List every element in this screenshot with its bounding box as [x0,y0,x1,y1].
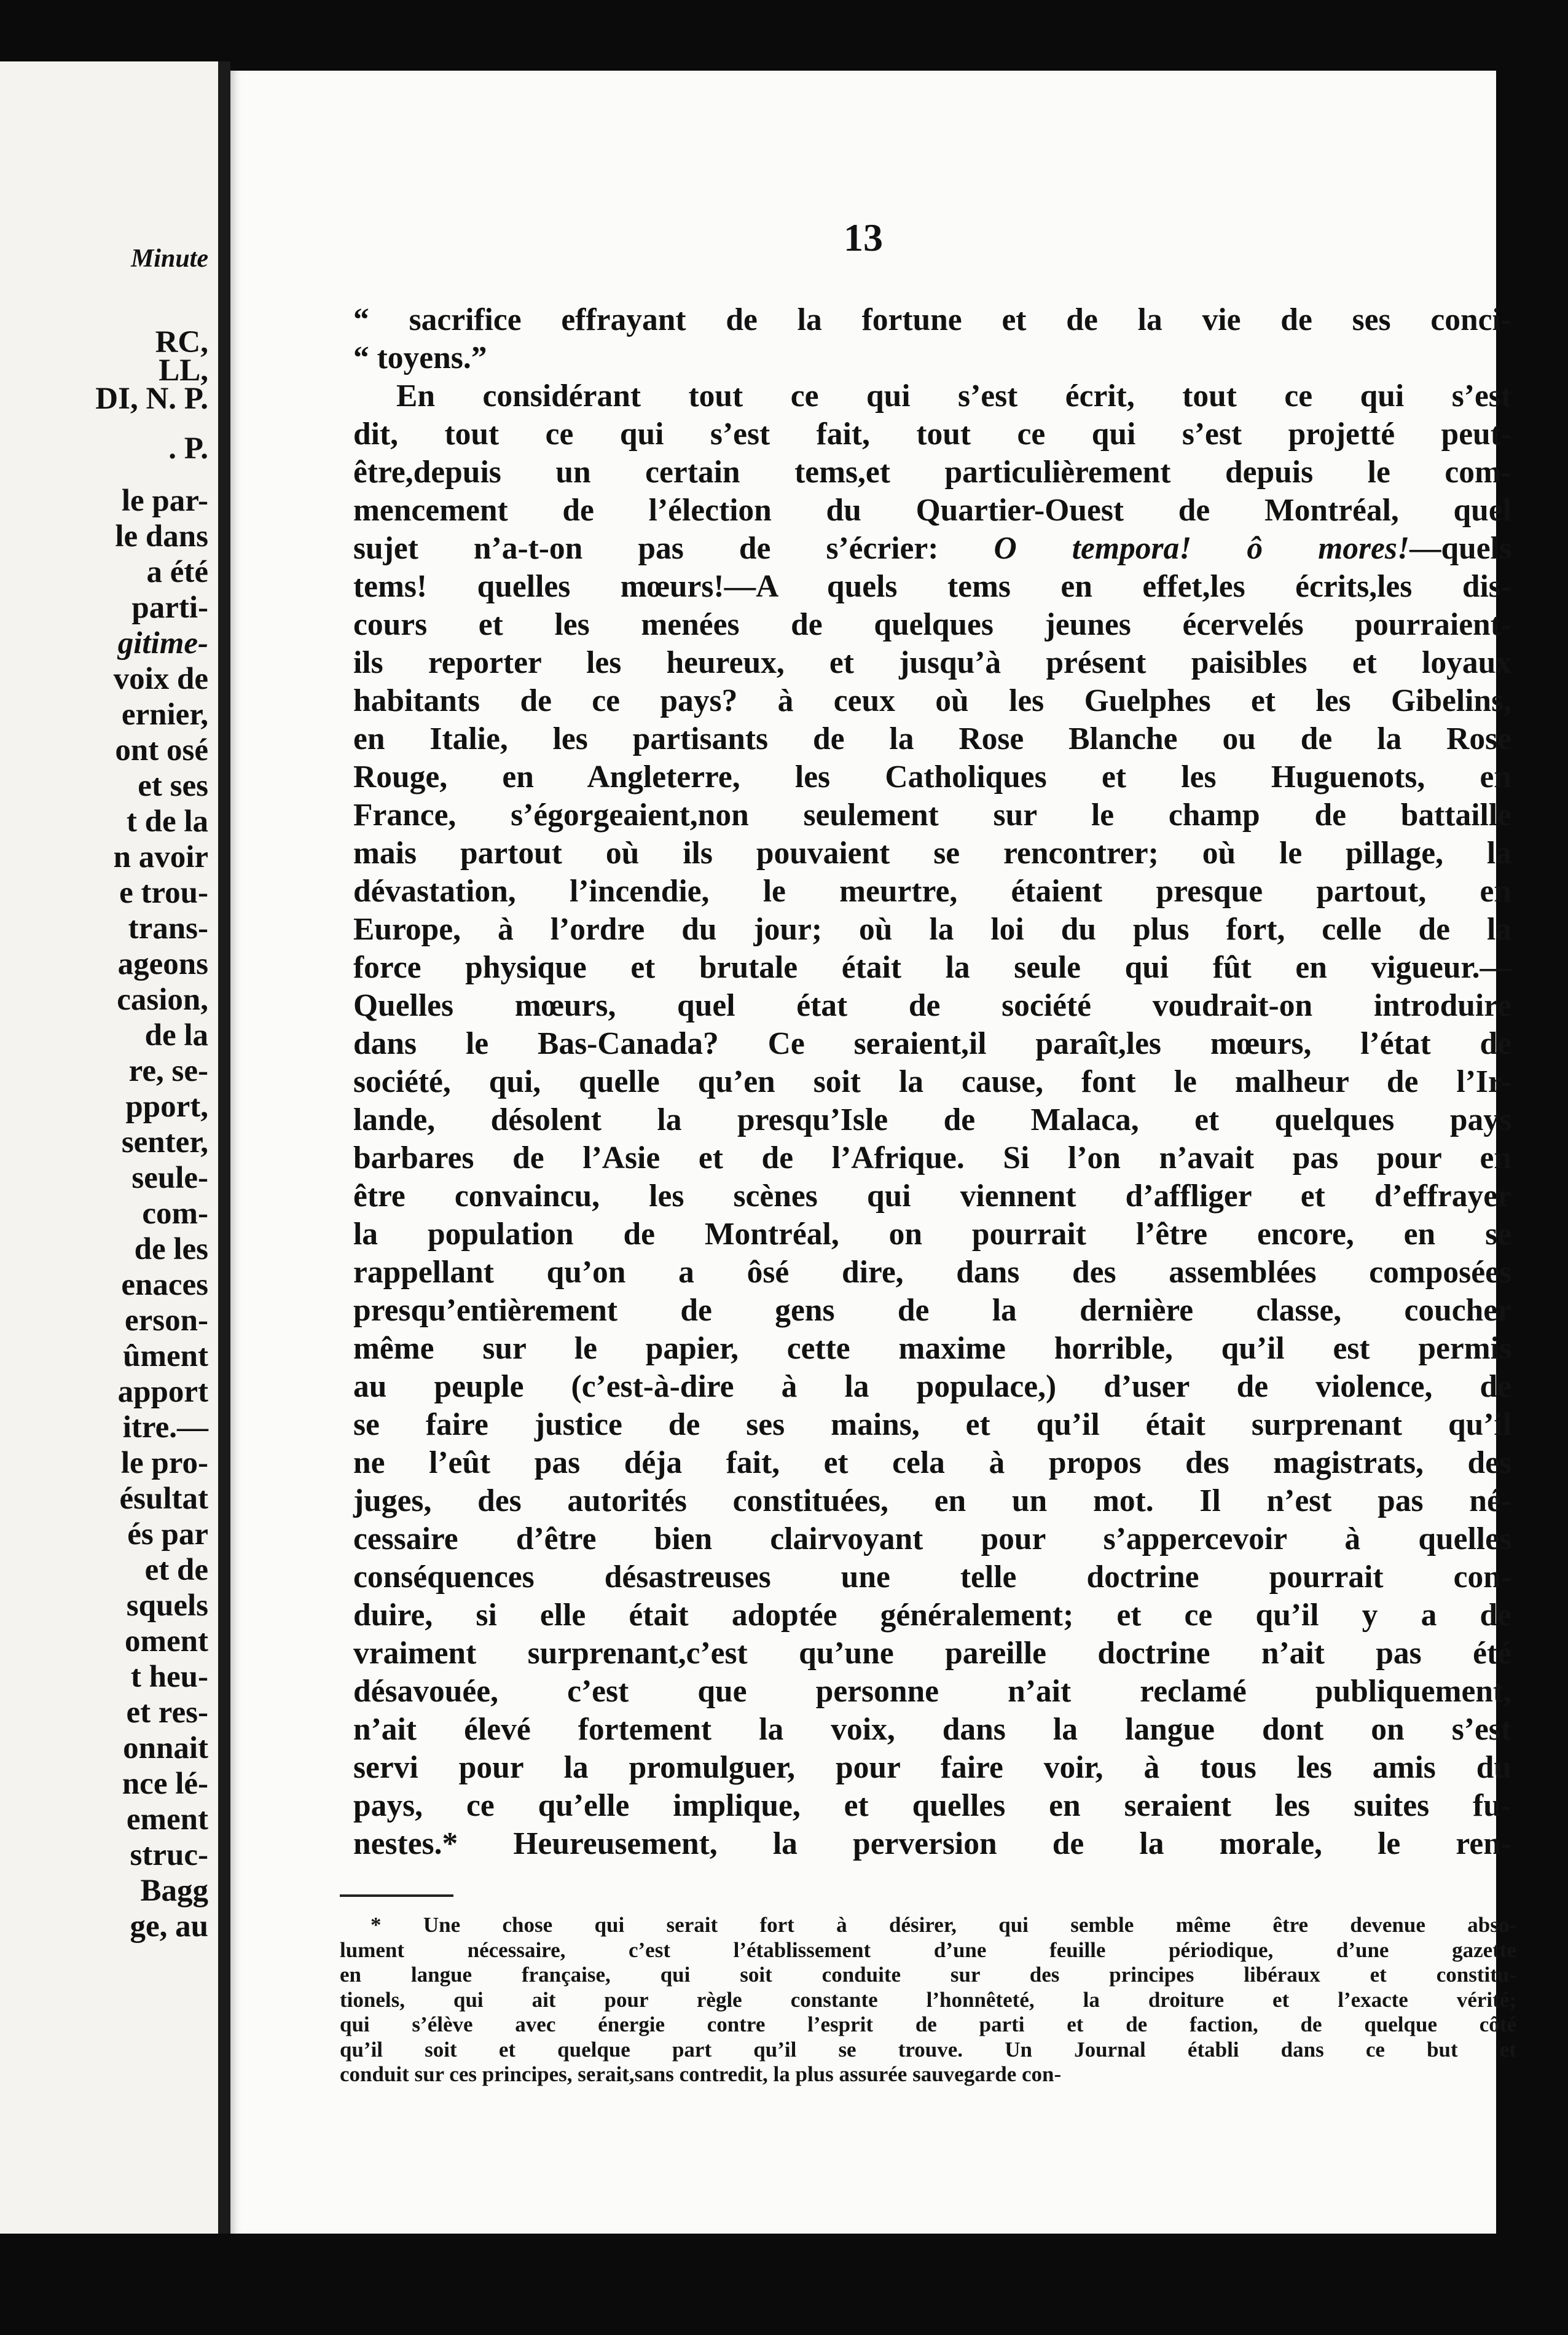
text-run: habitants de ce pays? à ceux où les Guelphes et les Gibelins, [353,683,1511,718]
text-run: être,depuis un certain tems,et particulièrement depuis le com- [353,455,1511,490]
text-run: “ toyens.” [353,340,487,375]
body-line [353,1520,1511,1558]
body-line [353,949,1511,987]
facing-page-line: le pro- [120,1446,208,1480]
text-run: pays, ce qu’elle implique, et quelles en seraient les suites fu- [353,1788,1511,1823]
text-run: presqu’entièrement de gens de la dernière classe, coucher [353,1293,1511,1328]
body-line [353,339,1511,377]
facing-page-line: seule- [131,1161,208,1195]
text-run: sujet n’a-t-on pas de s’écrier: [353,531,994,566]
italic-phrase: O tempora! ô mores! [994,531,1409,566]
facing-page-line: itre.— [122,1410,208,1445]
text-run: se faire justice de ses mains, et qu’il était surprenant qu’il [353,1407,1511,1442]
book-page [230,71,1516,2234]
text-run: au peuple (c’est-à-dire à la populace,) d’user de violence, de [353,1369,1511,1404]
facing-page-line: onnait [123,1731,208,1765]
facing-page-line: a été [146,555,208,589]
text-run: barbares de l’Asie et de l’Afrique. Si l’on n’avait pas pour en [353,1140,1511,1175]
facing-page-line: de la [144,1018,208,1053]
body-line [353,1749,1511,1787]
body-line [353,1634,1511,1673]
body-line [353,1444,1511,1482]
body-line [353,796,1511,834]
facing-page-line: ement [126,1802,208,1837]
facing-page-line: struc- [130,1838,208,1872]
text-run: dit, tout ce qui s’est fait, tout ce qui s’est projetté peut- [353,417,1511,452]
body-line [353,1139,1511,1177]
facing-page-line: le dans [115,519,208,554]
facing-page-line: squels [126,1588,208,1623]
text-run: En considérant tout ce qui s’est écrit, tout ce qui s’est [396,379,1511,414]
body-line [353,1558,1511,1596]
body-line [353,720,1511,758]
text-run: mencement de l’élection du Quartier-Ouest de Montréal, quel [353,493,1511,528]
facing-page-line: t de la [126,804,208,839]
footnote-line: tionels, qui ait pour règle constante l’honnêteté, la droiture et l’exacte vérité; [340,1987,1516,2012]
text-run: ils reporter les heureux, et jusqu’à présent paisibles et loyaux [353,645,1511,680]
facing-page-line: pport, [125,1089,208,1124]
footnote-line: lument nécessaire, c’est l’établissement d’une feuille périodique, d’une gazette [340,1937,1516,1962]
text-run: mais partout où ils pouvaient se rencontrer; où le pillage, la [353,836,1511,871]
text-run: désavouée, c’est que personne n’ait reclamé publiquement, [353,1674,1511,1709]
facing-page-line: ésultat [119,1481,208,1516]
facing-page-line: re, se- [128,1054,208,1088]
body-line [353,1711,1511,1749]
facing-page-line: et ses [138,769,208,803]
page-number: 13 [844,216,883,259]
facing-page-line: et res- [126,1695,208,1730]
footnote-rule [340,1894,453,1897]
text-run: être convaincu, les scènes qui viennent d’affliger et d’effrayer [353,1179,1511,1214]
body-line [353,834,1511,873]
body-line [353,1596,1511,1634]
body-line [353,377,1511,415]
facing-page-fragment [0,61,218,2234]
facing-page-line: gitime- [117,626,208,661]
text-run: rappellant qu’on a ôsé dire, dans des assemblées composées [353,1255,1511,1290]
facing-page-line: voix de [113,662,208,696]
facing-page-line: apport [117,1375,208,1409]
facing-page-line: . P. [168,431,208,466]
text-run: “ sacrifice effrayant de la fortune et de la vie de ses conci- [353,302,1511,337]
body-text [353,301,1511,1863]
body-line [353,301,1511,339]
facing-page-line: ont osé [115,733,208,767]
text-run: force physique et brutale était la seule qui fût en vigueur.— [353,950,1511,985]
facing-page-line: Bagg [140,1874,208,1908]
body-line [353,1025,1511,1063]
text-run: cessaire d’être bien clairvoyant pour s’appercevoir à quelles [353,1521,1511,1556]
body-line [353,1825,1511,1863]
text-run: tems! quelles mœurs!—A quels tems en effet,les écrits,les dis- [353,569,1511,604]
body-line [353,987,1511,1025]
facing-page-line: DI, N. P. [95,382,208,416]
body-line [353,1787,1511,1825]
body-line [353,1368,1511,1406]
text-run: ne l’eût pas déja fait, et cela à propos des magistrats, des [353,1445,1511,1480]
text-run: France, s’égorgeaient,non seulement sur le champ de battaille [353,798,1511,833]
body-line [353,682,1511,720]
facing-page-line: ernier, [121,697,208,732]
body-line [353,758,1511,796]
text-run: juges, des autorités constituées, en un mot. Il n’est pas né- [353,1483,1511,1518]
body-line [353,1330,1511,1368]
text-run: servi pour la promulguer, pour faire voir, à tous les amis du [353,1750,1511,1785]
body-line [353,911,1511,949]
text-run: duire, si elle était adoptée généralement; et ce qu’il y a de [353,1598,1511,1633]
text-run: cours et les menées de quelques jeunes écervelés pourraient- [353,607,1511,642]
facing-page-line: ageons [117,947,208,981]
text-run: Quelles mœurs, quel état de société voudrait-on introduire [353,988,1511,1023]
facing-page-line: enaces [121,1268,208,1302]
text-run: vraiment surprenant,c’est qu’une pareille doctrine n’ait pas été [353,1636,1511,1671]
text-run: Europe, à l’ordre du jour; où la loi du plus fort, celle de la [353,912,1511,947]
footnote-line: en langue française, qui soit conduite sur des principes libéraux et constitu- [340,1963,1516,1987]
text-run: même sur le papier, cette maxime horrible, qu’il est permis [353,1331,1511,1366]
body-line [353,1215,1511,1254]
text-run: nestes.* Heureusement, la perversion de la morale, le ren- [353,1826,1511,1861]
facing-page-line: LL, [159,353,208,388]
body-line [353,873,1511,911]
text-run: —quels [1409,531,1511,566]
facing-page-line: et de [144,1553,208,1587]
facing-page-line: com- [142,1196,208,1231]
text-run: conséquences désastreuses une telle doctrine pourrait con- [353,1560,1511,1595]
facing-page-line: t heu- [130,1660,208,1694]
footnote [340,1913,1516,2087]
body-line [353,1292,1511,1330]
facing-page-line: le par- [121,484,208,518]
text-run: dévastation, l’incendie, le meurtre, étaient presque partout, en [353,874,1511,909]
facing-page-line: erson- [125,1303,208,1338]
facing-page-line: nce lé- [122,1767,208,1801]
body-line [353,1063,1511,1101]
body-line [353,1177,1511,1215]
body-line [353,492,1511,530]
body-line [353,415,1511,453]
body-line [353,453,1511,492]
footnote-line: qui s’élève avec énergie contre l’esprit de parti et de faction, de quelque côté [340,2012,1516,2036]
facing-page-line: de les [134,1232,208,1266]
facing-page-line: e trou- [119,876,208,910]
body-line [353,1254,1511,1292]
facing-page-line: oment [125,1624,208,1658]
text-run: dans le Bas-Canada? Ce seraient,il paraît,les mœurs, l’état de [353,1026,1511,1061]
facing-page-line: és par [127,1517,208,1552]
facing-page-line: parti- [131,591,208,625]
body-line [353,1406,1511,1444]
text-run: la population de Montréal, on pourrait l’être encore, en se [353,1217,1511,1252]
footnote-line: conduit sur ces principes, serait,sans contredit, la plus assurée sauvegarde con- [340,2062,1062,2086]
facing-page-line: ûment [123,1339,208,1373]
text-run: en Italie, les partisants de la Rose Blanche ou de la Rose [353,721,1511,756]
text-run: lande, désolent la presqu’Isle de Malaca, et quelques pays [353,1102,1511,1137]
body-line [353,1101,1511,1139]
text-run: société, qui, quelle qu’en soit la cause, font le malheur de l’Ir- [353,1064,1511,1099]
body-line [353,530,1511,568]
facing-page-line: ge, au [130,1909,208,1944]
body-line [353,568,1511,606]
footnote-line: qu’il soit et quelque part qu’il se trouve. Un Journal établi dans ce but et [340,2037,1516,2062]
text-run: Rouge, en Angleterre, les Catholiques et les Huguenots, en [353,759,1511,795]
facing-page-line: Minute [130,245,208,273]
facing-page-line: trans- [128,911,208,946]
body-line [353,606,1511,644]
footnote-line: * Une chose qui serait fort à désirer, qui semble même être devenue abso- [370,1913,1516,1937]
body-line [353,644,1511,682]
facing-page-line: senter, [121,1125,208,1160]
facing-page-line: casion, [117,983,208,1017]
facing-page-line: n avoir [113,840,208,874]
text-run: n’ait élevé fortement la voix, dans la langue dont on s’est [353,1712,1511,1747]
book-gutter [218,61,230,2234]
facing-page-line: RC, [155,325,208,359]
body-line [353,1673,1511,1711]
body-line [353,1482,1511,1520]
